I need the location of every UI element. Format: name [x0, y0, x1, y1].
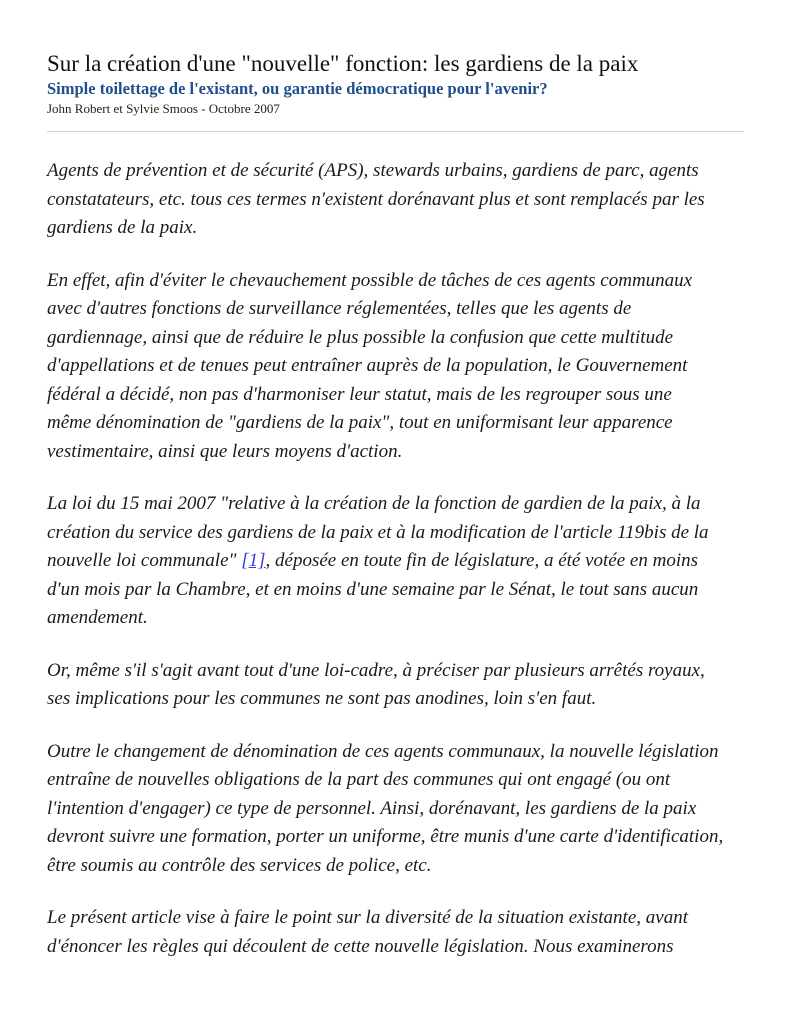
article-body	[47, 157, 747, 985]
text-line: Or, même s'il s'agit avant tout d'une loi-cadre, à préciser par plusieurs arrêtés royaux,	[47, 659, 705, 681]
paragraph-1	[47, 157, 747, 243]
text-line	[47, 547, 747, 576]
text-segment: nouvelle loi communale"	[47, 550, 242, 571]
paragraph-6	[47, 904, 747, 961]
text-line: constatateurs, etc. tous ces termes n'existent dorénavant plus et sont remplacés par les	[47, 188, 705, 210]
paragraph-3	[47, 490, 747, 633]
article-title: Sur la création d'une "nouvelle" fonction: les gardiens de la paix	[47, 51, 639, 76]
text-line: ses implications pour les communes ne sont pas anodines, loin s'en faut.	[47, 688, 597, 709]
text-line: devront suivre une formation, porter un uniforme, être munis d'une carte d'identification,	[47, 826, 724, 847]
text-line: vestimentaire, ainsi que leurs moyens d'action.	[47, 440, 403, 462]
text-line: gardiennage, ainsi que de réduire le plus possible la confusion que cette multitude	[47, 326, 674, 348]
text-line: gardiens de la paix.	[47, 217, 198, 238]
paragraph-5	[47, 738, 747, 881]
article-byline: John Robert et Sylvie Smoos - Octobre 2007	[47, 101, 280, 116]
text-line: Outre le changement de dénomination de ces agents communaux, la nouvelle législation	[47, 740, 719, 762]
paragraph-2	[47, 267, 747, 467]
text-line: entraîne de nouvelles obligations de la part des communes qui ont engagé (ou ont	[47, 769, 671, 790]
text-line: d'énoncer les règles qui découlent de cette nouvelle législation. Nous examinerons	[47, 935, 674, 957]
text-segment: , déposée en toute fin de législature, a été votée en moins	[265, 550, 699, 571]
text-line: être soumis au contrôle des services de police, etc.	[47, 854, 432, 876]
text-line: Le présent article vise à faire le point sur la diversité de la situation existante, avant	[47, 907, 688, 928]
text-line: La loi du 15 mai 2007 "relative à la création de la fonction de gardien de la paix, à la	[47, 493, 701, 514]
text-line: amendement.	[47, 607, 148, 628]
text-line: création du service des gardiens de la paix et à la modification de l'article 119bis de la	[47, 521, 709, 543]
text-line: l'intention d'engager) ce type de personnel. Ainsi, dorénavant, les gardiens de la paix	[47, 797, 697, 819]
text-line: Agents de prévention et de sécurité (APS), stewards urbains, gardiens de parc, agents	[47, 160, 699, 181]
article-subtitle: Simple toilettage de l'existant, ou garantie démocratique pour l'avenir?	[47, 79, 548, 98]
text-line: même dénomination de "gardiens de la paix", tout en uniformisant leur apparence	[47, 412, 673, 433]
text-line: d'appellations et de tenues peut entraîner auprès de la population, le Gouvernement	[47, 355, 688, 376]
text-line: avec d'autres fonctions de surveillance réglementées, telles que les agents de	[47, 298, 632, 319]
text-line: d'un mois par la Chambre, et en moins d'une semaine par le Sénat, le tout sans aucun	[47, 578, 699, 600]
paragraph-4	[47, 657, 747, 714]
text-line: fédéral a décidé, non pas d'harmoniser leur statut, mais de les regrouper sous une	[47, 383, 672, 405]
text-line: En effet, afin d'éviter le chevauchement possible de tâches de ces agents communaux	[47, 269, 693, 291]
footnote-link[interactable]: [1]	[241, 550, 266, 571]
header-divider	[47, 131, 744, 132]
